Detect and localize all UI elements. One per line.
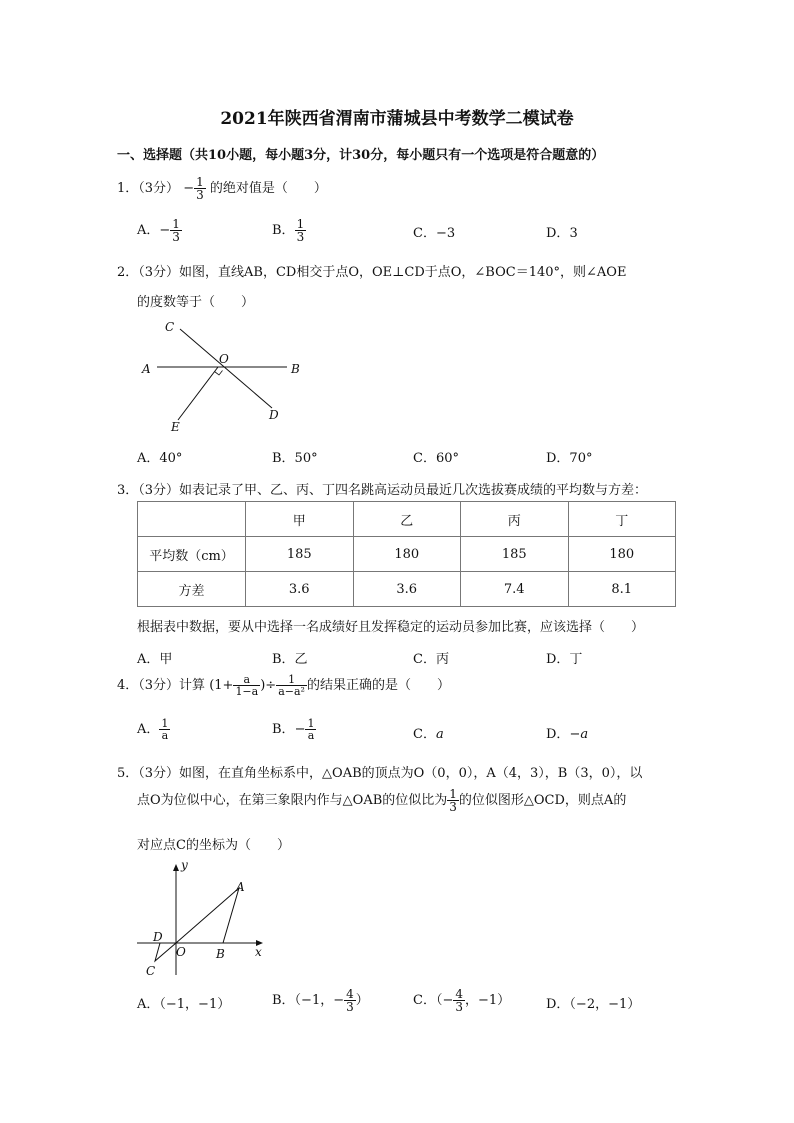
q1-neg: − [183, 181, 195, 196]
table-cell: 7.4 [461, 572, 569, 607]
table-header-cell: 丁 [568, 502, 676, 537]
q5-option-c[interactable] [413, 988, 510, 1013]
q2-figure [135, 315, 315, 435]
q4-divide: )÷ [260, 678, 277, 693]
q1-b-fraction [295, 218, 307, 243]
section-heading: 一、选择题（共10小题，每小题3分，计30分，每小题只有一个选项是符合题意的） [117, 148, 605, 163]
triangle-ocd [155, 943, 176, 961]
q1-fraction [194, 176, 206, 201]
table-cell: 平均数（cm） [138, 537, 246, 572]
q1-a-fraction [170, 218, 182, 243]
q3-option-d[interactable]: D．丁 [546, 652, 583, 667]
q5-c-prefix: C．（− [413, 993, 454, 1008]
q3-option-b[interactable]: B．乙 [272, 652, 308, 667]
q1-d-label: D． [546, 226, 570, 241]
question-4 [117, 674, 450, 697]
q1-a-den: 3 [172, 230, 180, 244]
q5-b-num: 4 [346, 987, 354, 1001]
q2-option-a[interactable]: A．40° [137, 451, 183, 466]
q5-b-suffix: ） [355, 993, 369, 1008]
q1-c-label: C． [413, 226, 436, 241]
q1-a-num: 1 [172, 217, 180, 231]
q4-f1-num: a [233, 674, 260, 686]
q1-denominator: 3 [196, 188, 204, 202]
q3-line-2: 根据表中数据，要从中选择一名成绩好且发挥稳定的运动员参加比赛，应该选择（ ） [137, 620, 645, 635]
q4-b-fraction [305, 718, 316, 741]
q5-line-2 [137, 788, 626, 813]
q4-option-a[interactable] [137, 718, 170, 741]
q4-c-text: a [435, 727, 444, 742]
q4-left-paren: (1+ [209, 678, 234, 693]
q5-b-prefix: B．（−1，− [272, 993, 345, 1008]
q3-option-c[interactable]: C．丙 [413, 652, 449, 667]
q4-b-den: a [307, 729, 315, 742]
q4-c-label: C． [413, 727, 436, 742]
q5-c-num: 4 [455, 987, 463, 1001]
label-c: C [165, 320, 175, 334]
q4-suffix: 的结果正确的是（ ） [306, 678, 450, 693]
table-header-cell: 乙 [353, 502, 461, 537]
q4-f2-num: 1 [276, 674, 307, 686]
q4-a-num: 1 [161, 717, 169, 730]
q1-option-c[interactable] [413, 222, 455, 241]
line-cd [180, 329, 272, 408]
q1-numerator: 1 [196, 175, 204, 189]
q4-fraction-1 [233, 674, 260, 697]
table-header-row [138, 502, 676, 537]
table-cell: 180 [568, 537, 676, 572]
q4-fraction-2 [276, 674, 307, 697]
label-origin: O [176, 945, 186, 959]
right-angle-mark [215, 371, 223, 376]
q4-a-den: a [161, 729, 169, 742]
table-cell: 8.1 [568, 572, 676, 607]
q5-ratio [447, 788, 459, 813]
q5-line-2a: 点O为位似中心，在第三象限内作与△OAB的位似比为 [137, 793, 448, 808]
y-axis-arrow [173, 864, 179, 871]
q4-a-label: A． [137, 722, 160, 737]
q5-option-a[interactable]: A．（−1，−1） [137, 997, 231, 1012]
question-1 [117, 176, 327, 201]
q1-score: （3分） [138, 181, 180, 196]
q5-line-2b: 的位似图形△OCD，则点A的 [458, 793, 627, 808]
q1-b-num: 1 [296, 217, 305, 231]
label-point-d: D [153, 930, 163, 944]
table-cell: 185 [461, 537, 569, 572]
q1-option-d[interactable] [546, 222, 578, 241]
q1-c-text: −3 [435, 226, 456, 241]
q1-option-a[interactable] [137, 218, 182, 243]
q5-b-den: 3 [346, 1000, 354, 1014]
q2-option-d[interactable]: D．70° [546, 451, 593, 466]
label-y-axis: y [181, 858, 188, 872]
q4-option-c[interactable] [413, 723, 444, 742]
q4-option-d[interactable] [546, 723, 588, 742]
label-o: O [219, 352, 229, 366]
q4-option-b[interactable] [272, 718, 316, 741]
label-point-b: B [216, 947, 225, 961]
table-cell: 方差 [138, 572, 246, 607]
table-row [138, 572, 676, 607]
q3-line-1: 3．（3分）如表记录了甲、乙、丙、丁四名跳高运动员最近几次选拔赛成绩的平均数与方差： [117, 483, 648, 498]
q3-option-a[interactable]: A．甲 [137, 652, 173, 667]
table-cell: 180 [353, 537, 461, 572]
table-cell: 185 [246, 537, 354, 572]
label-point-a: A [236, 880, 245, 894]
q1-number: 1． [117, 181, 139, 196]
q5-c-suffix: ，−1） [464, 993, 511, 1008]
triangle-oab [176, 888, 239, 943]
q4-b-label: B． [272, 722, 295, 737]
q4-f2-den: a−a² [278, 685, 305, 698]
q5-b-fraction [344, 988, 356, 1013]
q1-a-sign: − [159, 223, 171, 238]
label-b: B [291, 362, 300, 376]
table-row [138, 537, 676, 572]
q1-d-text: 3 [569, 226, 578, 241]
q1-option-b[interactable] [272, 218, 306, 243]
q2-option-b[interactable]: B．50° [272, 451, 318, 466]
q5-option-b[interactable] [272, 988, 369, 1013]
table-header-cell: 甲 [246, 502, 354, 537]
q5-c-fraction [453, 988, 465, 1013]
q1-b-label: B． [272, 223, 295, 238]
label-a: A [142, 362, 151, 376]
q1-text: 的绝对值是（ ） [209, 181, 327, 196]
label-x-axis: x [255, 945, 262, 959]
q4-f1-den: 1−a [235, 685, 259, 698]
q5-line-1: 5．（3分）如图，在直角坐标系中，△OAB的顶点为O（0，0），A（4，3），B（3，0），以 [117, 766, 643, 781]
q1-b-den: 3 [296, 230, 305, 244]
table-cell: 3.6 [246, 572, 354, 607]
q2-line-2: 的度数等于（ ） [137, 295, 255, 310]
q4-b-num: 1 [307, 717, 315, 730]
table-header-cell: 丙 [461, 502, 569, 537]
label-e: E [171, 420, 180, 434]
q4-a-fraction [159, 718, 170, 741]
label-d: D [269, 408, 279, 422]
table-header-cell [138, 502, 246, 537]
q5-coordinate-figure [135, 855, 275, 980]
label-point-c: C [146, 964, 156, 978]
q5-ratio-num: 1 [449, 787, 457, 801]
q4-d-text: −a [569, 727, 589, 742]
q2-line-1: 2．（3分）如图，直线AB，CD相交于点O，OE⊥CD于点O，∠BOC＝140°，则∠AOE [117, 265, 627, 280]
table-cell: 3.6 [353, 572, 461, 607]
ray-oe [178, 367, 218, 420]
paper-title: 2021年陕西省渭南市蒲城县中考数学二模试卷 [220, 109, 574, 129]
q5-c-den: 3 [455, 1000, 463, 1014]
q4-b-sign: − [294, 722, 306, 737]
score-table [137, 501, 676, 607]
q5-ratio-den: 3 [449, 800, 457, 814]
q1-a-label: A． [137, 223, 160, 238]
q5-line-3: 对应点C的坐标为（ ） [137, 838, 290, 853]
q4-d-label: D． [546, 727, 570, 742]
q2-option-c[interactable]: C．60° [413, 451, 459, 466]
q5-option-d[interactable]: D．（−2，−1） [546, 997, 641, 1012]
q4-prefix: 4．（3分）计算 [117, 678, 206, 693]
